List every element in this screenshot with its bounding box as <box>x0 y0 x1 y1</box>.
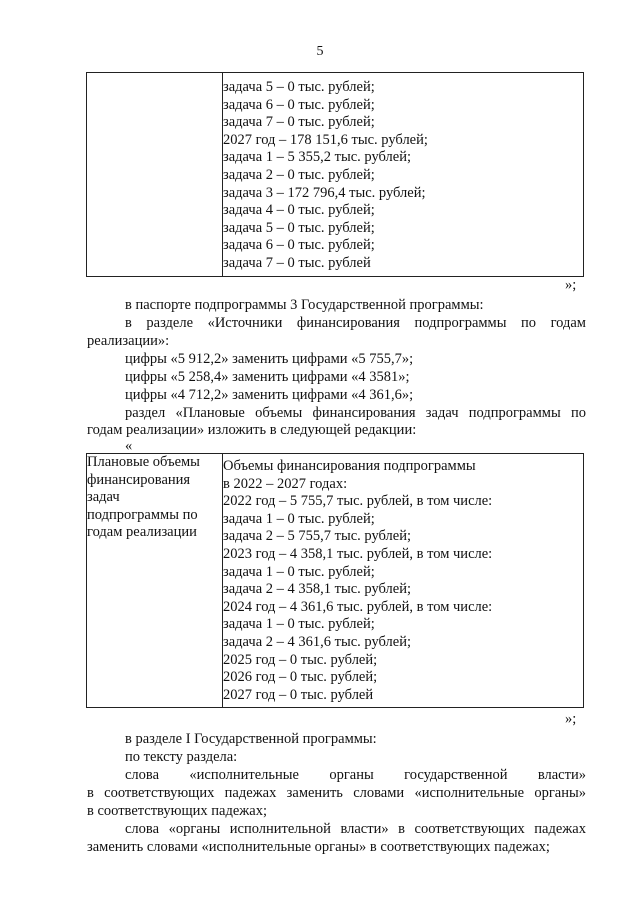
paragraph-line: в соответствующих падежах; <box>87 803 268 819</box>
word: в <box>87 785 94 801</box>
word: разделе <box>146 315 194 331</box>
word: соответствующих <box>104 785 215 801</box>
word: раздел <box>125 405 166 421</box>
word: государственной <box>404 767 508 783</box>
table-line: задача 2 – 0 тыс. рублей; <box>223 166 375 183</box>
table-right-cell <box>223 73 584 277</box>
word: по <box>521 315 537 331</box>
word: заменить <box>286 785 343 801</box>
word: в <box>125 315 132 331</box>
opening-quote: « <box>125 438 133 454</box>
table-line: 2027 год – 0 тыс. рублей <box>223 686 374 703</box>
table-line: задача 5 – 0 тыс. рублей; <box>223 79 375 95</box>
table-line: 2022 год – 5 755,7 тыс. рублей, в том числе: <box>223 493 493 510</box>
word: словами <box>353 785 405 801</box>
word: финансирования <box>296 315 400 331</box>
word: соответствующих <box>414 821 525 837</box>
justified-line <box>87 784 586 802</box>
word: по <box>570 405 586 421</box>
table-line: 2026 год – 0 тыс. рублей; <box>223 669 378 686</box>
word: финансирования <box>312 405 416 421</box>
word: задач <box>425 405 459 421</box>
table-line: 2024 год – 4 361,6 тыс. рублей, в том числе: <box>223 598 493 615</box>
table-line: задача 1 – 0 тыс. рублей; <box>223 563 375 580</box>
table-line: задача 5 – 0 тыс. рублей; <box>223 219 375 236</box>
table-line: задача 3 – 172 796,4 тыс. рублей; <box>223 184 426 201</box>
justified-line <box>125 766 586 784</box>
word: подпрограммы <box>468 405 561 421</box>
word: «исполнительные <box>189 767 299 783</box>
table-line: задача 7 – 0 тыс. рублей <box>223 254 371 271</box>
funding-table-continuation <box>86 72 584 277</box>
justified-line <box>125 314 586 332</box>
word: слова <box>125 767 160 783</box>
paragraph-line: цифры «4 712,2» заменить цифрами «4 361,6»; <box>125 387 414 403</box>
paragraph-line: по тексту раздела: <box>125 749 238 765</box>
word: слова <box>125 821 160 837</box>
table-line: в 2022 – 2027 годах: <box>223 475 348 492</box>
closing-quote: »; <box>565 277 577 293</box>
table-line: задача 7 – 0 тыс. рублей; <box>223 114 375 131</box>
word: «Источники <box>207 315 283 331</box>
table-line: задача 1 – 0 тыс. рублей; <box>223 510 375 527</box>
word: «органы <box>168 821 221 837</box>
table-left-cell <box>87 73 223 277</box>
table-line: задача 6 – 0 тыс. рублей; <box>223 96 375 113</box>
table-row <box>87 454 584 708</box>
table-line: Плановые объемы <box>87 454 200 470</box>
table-row <box>87 73 584 277</box>
word: «Плановые <box>175 405 245 421</box>
word: органы <box>329 767 374 783</box>
word: падежах <box>534 821 586 837</box>
word: «исполнительные <box>414 785 525 801</box>
paragraph-line: цифры «5 258,4» заменить цифрами «4 3581»; <box>125 369 410 385</box>
paragraph-line: заменить словами «исполнительные органы» в соответствующих падежах; <box>87 839 550 855</box>
table-line: задача 2 – 4 358,1 тыс. рублей; <box>223 581 411 598</box>
justified-line <box>125 820 586 838</box>
word: подпрограммы <box>414 315 507 331</box>
table-line: подпрограммы по <box>87 506 198 523</box>
word: органы» <box>534 785 586 801</box>
table-line: 2027 год – 178 151,6 тыс. рублей; <box>223 131 428 148</box>
word: власти» <box>537 767 586 783</box>
word: в <box>398 821 405 837</box>
word: власти» <box>340 821 389 837</box>
table-line: задача 4 – 0 тыс. рублей; <box>223 202 375 219</box>
table-line: задач <box>87 489 120 506</box>
paragraph-line: годам реализации» изложить в следующей редакции: <box>87 422 417 438</box>
table-line: 2025 год – 0 тыс. рублей; <box>223 651 378 668</box>
paragraph-line: в паспорте подпрограммы 3 Государственной программы: <box>125 297 484 313</box>
justified-line <box>125 404 586 422</box>
closing-quote: »; <box>565 711 577 727</box>
table-line: финансирования <box>87 471 191 488</box>
table-line: задача 2 – 4 361,6 тыс. рублей; <box>223 633 411 650</box>
table-line: задача 6 – 0 тыс. рублей; <box>223 237 375 254</box>
word: исполнительной <box>229 821 331 837</box>
word: годам <box>550 315 586 331</box>
word: падежах <box>224 785 277 801</box>
page-number: 5 <box>316 44 324 59</box>
table-line: 2023 год – 4 358,1 тыс. рублей, в том числе: <box>223 545 493 562</box>
table-left-cell <box>87 454 223 708</box>
table-line: задача 1 – 5 355,2 тыс. рублей; <box>223 149 411 166</box>
table-line: задача 2 – 5 755,7 тыс. рублей; <box>223 528 411 545</box>
table-line: задача 1 – 0 тыс. рублей; <box>223 616 375 633</box>
paragraph-line: цифры «5 912,2» заменить цифрами «5 755,7»; <box>125 351 414 367</box>
table-line: Объемы финансирования подпрограммы <box>223 458 476 474</box>
paragraph-line: в разделе I Государственной программы: <box>125 731 377 747</box>
word: объемы <box>255 405 303 421</box>
table-right-cell <box>223 454 584 708</box>
paragraph-line: реализации»: <box>87 333 170 349</box>
table-line: годам реализации <box>87 524 197 541</box>
funding-table <box>86 453 584 708</box>
